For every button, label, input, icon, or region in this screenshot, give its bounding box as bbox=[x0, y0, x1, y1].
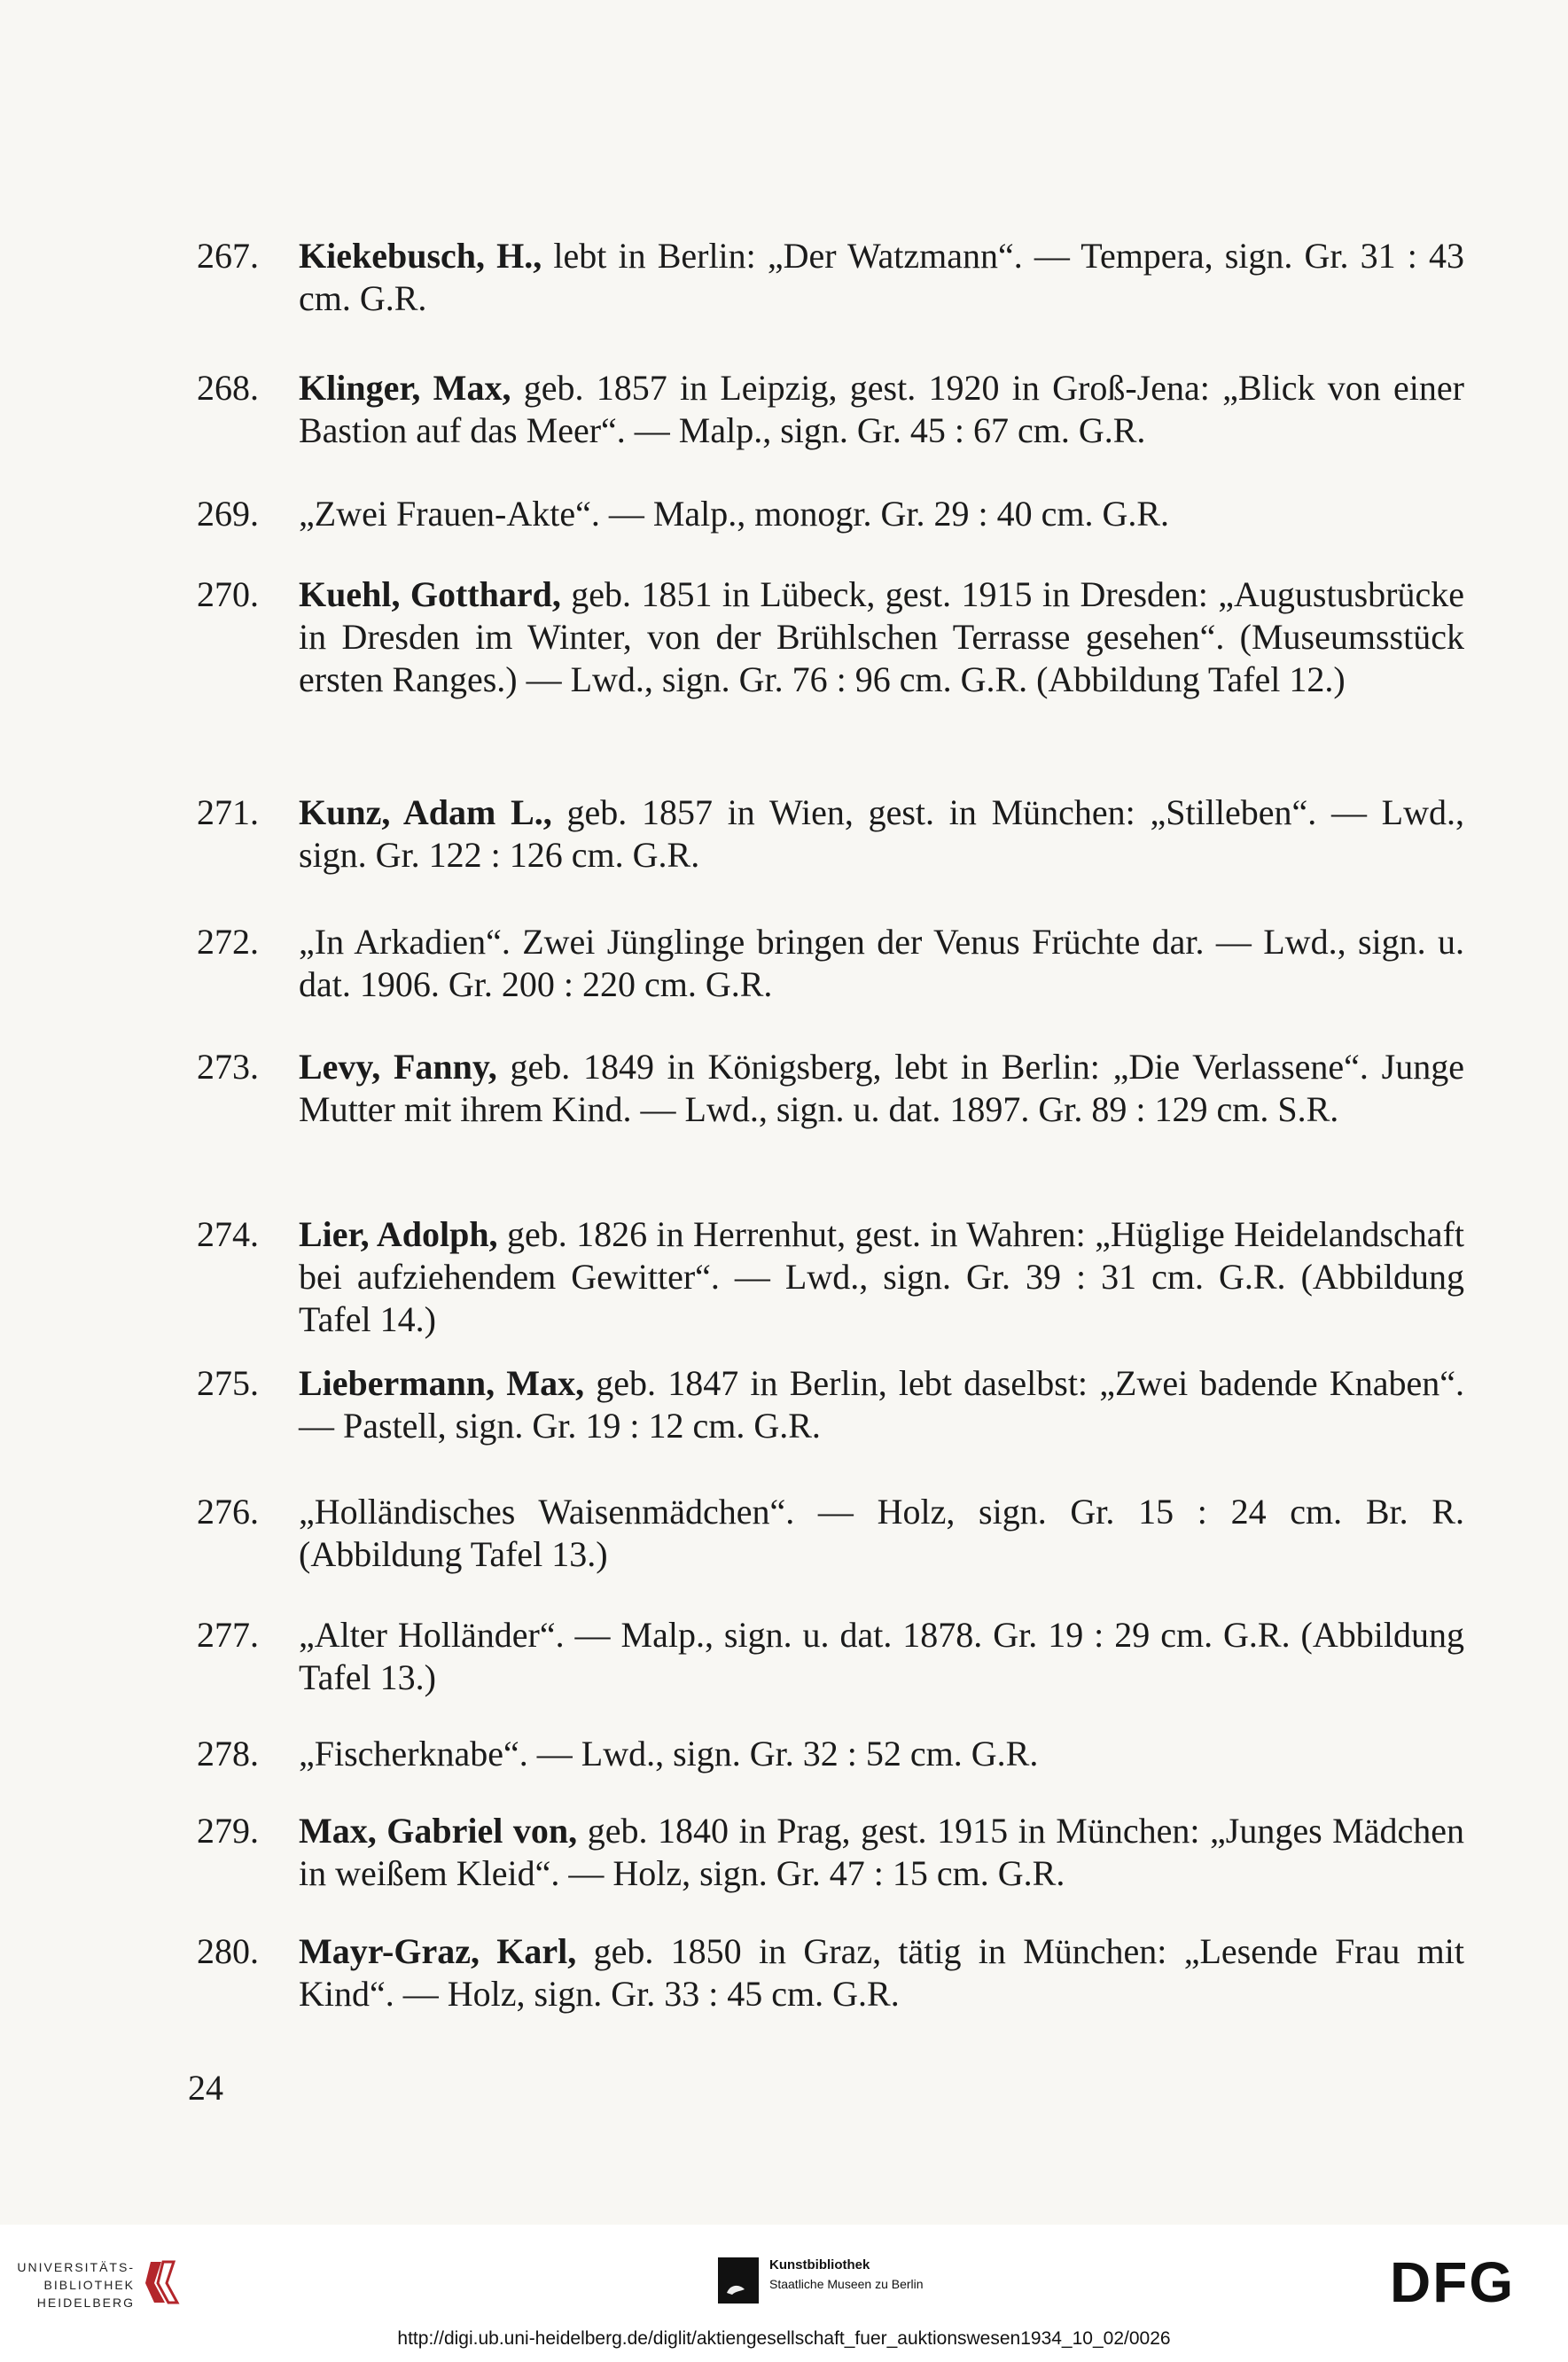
entry-description: „Holländisches Waisenmädchen“. — Holz, sign. Gr. 15 : 24 cm. Br. R. (Abbildung Tafel 13.) bbox=[299, 1492, 1464, 1574]
entry-description: „Zwei Frauen-Akte“. — Malp., monogr. Gr. 29 : 40 cm. G.R. bbox=[299, 494, 1170, 534]
entry-description: lebt in Berlin: „Der Watzmann“. — Tempera, sign. Gr. 31 : 43 cm. G.R. bbox=[299, 236, 1464, 318]
entry-description: geb. 1857 in Leipzig, gest. 1920 in Groß-Jena: „Blick von einer Bastion auf das Meer“. — Malp., sign. Gr. 45 : 67 cm. G.R. bbox=[299, 368, 1464, 450]
catalog-entry bbox=[197, 921, 1464, 1006]
uni-logo-line: UNIVERSITÄTS- bbox=[17, 2260, 135, 2274]
entry-description: geb. 1849 in Königsberg, lebt in Berlin: „Die Verlassene“. Junge Mutter mit ihrem Kind. — Lwd., sign. u. dat. 1897. Gr. 89 : 129 cm. S.R. bbox=[299, 1047, 1464, 1129]
entry-text bbox=[299, 493, 1464, 535]
entry-number: 277. bbox=[197, 1615, 259, 1655]
source-url[interactable]: http://digi.ub.uni-heidelberg.de/diglit/aktiengesellschaft_fuer_auktionswesen1934_10_02/0026 bbox=[397, 2328, 1171, 2349]
artist-name: Lier, Adolph, bbox=[299, 1214, 498, 1254]
entry-description: geb. 1851 in Lübeck, gest. 1915 in Dresden: „Augustusbrücke in Dresden im Winter, von der Brühlschen Terrasse gesehen“. (Museumsstück ersten Ranges.) — Lwd., sign. Gr. 76 : 96 cm. G.R. (Abbildung Tafel 12.) bbox=[299, 574, 1464, 699]
uni-logo-line: BIBLIOTHEK bbox=[43, 2278, 135, 2292]
artist-name: Kunz, Adam L., bbox=[299, 792, 552, 832]
entry-description: geb. 1826 in Herrenhut, gest. in Wahren: „Hüglige Heidelandschaft bei aufziehendem Gewitter“. — Lwd., sign. Gr. 39 : 31 cm. G.R. (Abbildung Tafel 14.) bbox=[299, 1214, 1464, 1339]
catalog-entry bbox=[197, 1810, 1464, 1895]
entry-description: „Alter Holländer“. — Malp., sign. u. dat. 1878. Gr. 19 : 29 cm. G.R. (Abbildung Tafel 13.) bbox=[299, 1615, 1464, 1697]
catalog-entry bbox=[197, 1491, 1464, 1576]
kunstbibliothek-subtitle: Staatliche Museen zu Berlin bbox=[769, 2277, 924, 2291]
entry-text bbox=[299, 1046, 1464, 1131]
catalog-entry bbox=[197, 1614, 1464, 1699]
catalog-entry bbox=[197, 1046, 1464, 1131]
entry-number: 274. bbox=[197, 1214, 259, 1254]
entry-number: 278. bbox=[197, 1734, 259, 1773]
entry-number: 276. bbox=[197, 1492, 259, 1532]
artist-name: Kiekebusch, H., bbox=[299, 236, 542, 276]
entry-text bbox=[299, 1213, 1464, 1341]
catalog-entry bbox=[197, 1930, 1464, 2015]
kunstbibliothek-logo[interactable] bbox=[718, 2256, 984, 2309]
entry-description: „Fischerknabe“. — Lwd., sign. Gr. 32 : 52 cm. G.R. bbox=[299, 1734, 1039, 1773]
kunstbibliothek-title: Kunstbibliothek bbox=[769, 2257, 870, 2272]
library-emblem-icon bbox=[144, 2258, 184, 2306]
entry-number: 271. bbox=[197, 792, 259, 832]
catalog-entry bbox=[197, 1733, 1464, 1775]
entry-text bbox=[299, 1733, 1464, 1775]
entry-number: 269. bbox=[197, 494, 259, 534]
entry-number: 272. bbox=[197, 922, 259, 962]
catalog-entry bbox=[197, 573, 1464, 701]
entry-text bbox=[299, 1810, 1464, 1895]
uni-logo-line: HEIDELBERG bbox=[36, 2296, 135, 2310]
entry-description: geb. 1840 in Prag, gest. 1915 in München: „Junges Mädchen in weißem Kleid“. — Holz, sign. Gr. 47 : 15 cm. G.R. bbox=[299, 1811, 1465, 1893]
catalog-entry bbox=[197, 367, 1464, 452]
entry-text bbox=[299, 1491, 1464, 1576]
catalog-entry bbox=[197, 493, 1464, 535]
catalog-entry bbox=[197, 1362, 1464, 1447]
entry-number: 273. bbox=[197, 1047, 259, 1087]
entry-number: 275. bbox=[197, 1363, 259, 1403]
entry-number: 270. bbox=[197, 574, 259, 614]
artist-name: Mayr-Graz, Karl, bbox=[299, 1931, 577, 1971]
catalog-entry bbox=[197, 791, 1464, 877]
entry-description: geb. 1847 in Berlin, lebt daselbst: „Zwei badende Knaben“. — Pastell, sign. Gr. 19 : 12 cm. G.R. bbox=[299, 1363, 1464, 1446]
entry-text bbox=[299, 367, 1464, 452]
entry-number: 268. bbox=[197, 368, 259, 408]
entry-number: 280. bbox=[197, 1931, 259, 1971]
artist-name: Klinger, Max, bbox=[299, 368, 511, 408]
entry-description: „In Arkadien“. Zwei Jünglinge bringen der Venus Früchte dar. — Lwd., sign. u. dat. 1906. Gr. 200 : 220 cm. G.R. bbox=[299, 922, 1464, 1004]
artist-name: Levy, Fanny, bbox=[299, 1047, 497, 1087]
entry-description: geb. 1850 in Graz, tätig in München: „Lesende Frau mit Kind“. — Holz, sign. Gr. 33 : 45 cm. G.R. bbox=[299, 1931, 1465, 2014]
entry-text bbox=[299, 573, 1464, 701]
page-number: 24 bbox=[188, 2068, 223, 2108]
entry-text bbox=[299, 235, 1464, 320]
entry-number: 267. bbox=[197, 236, 259, 276]
artist-name: Max, Gabriel von, bbox=[299, 1811, 578, 1851]
entry-text bbox=[299, 921, 1464, 1006]
entry-text bbox=[299, 1930, 1464, 2015]
catalog-entry bbox=[197, 235, 1464, 320]
university-library-logo[interactable] bbox=[11, 2251, 188, 2313]
entry-text bbox=[299, 1362, 1464, 1447]
entry-text bbox=[299, 1614, 1464, 1699]
catalog-entry bbox=[197, 1213, 1464, 1341]
artist-name: Liebermann, Max, bbox=[299, 1363, 585, 1403]
artist-name: Kuehl, Gotthard, bbox=[299, 574, 561, 614]
entry-description: geb. 1857 in Wien, gest. in München: „Stilleben“. — Lwd., sign. Gr. 122 : 126 cm. G.R. bbox=[299, 792, 1464, 875]
kunstbibliothek-emblem-icon bbox=[718, 2257, 759, 2304]
entry-number: 279. bbox=[197, 1811, 259, 1851]
dfg-logo[interactable]: DFG bbox=[1390, 2250, 1516, 2314]
entry-text bbox=[299, 791, 1464, 877]
